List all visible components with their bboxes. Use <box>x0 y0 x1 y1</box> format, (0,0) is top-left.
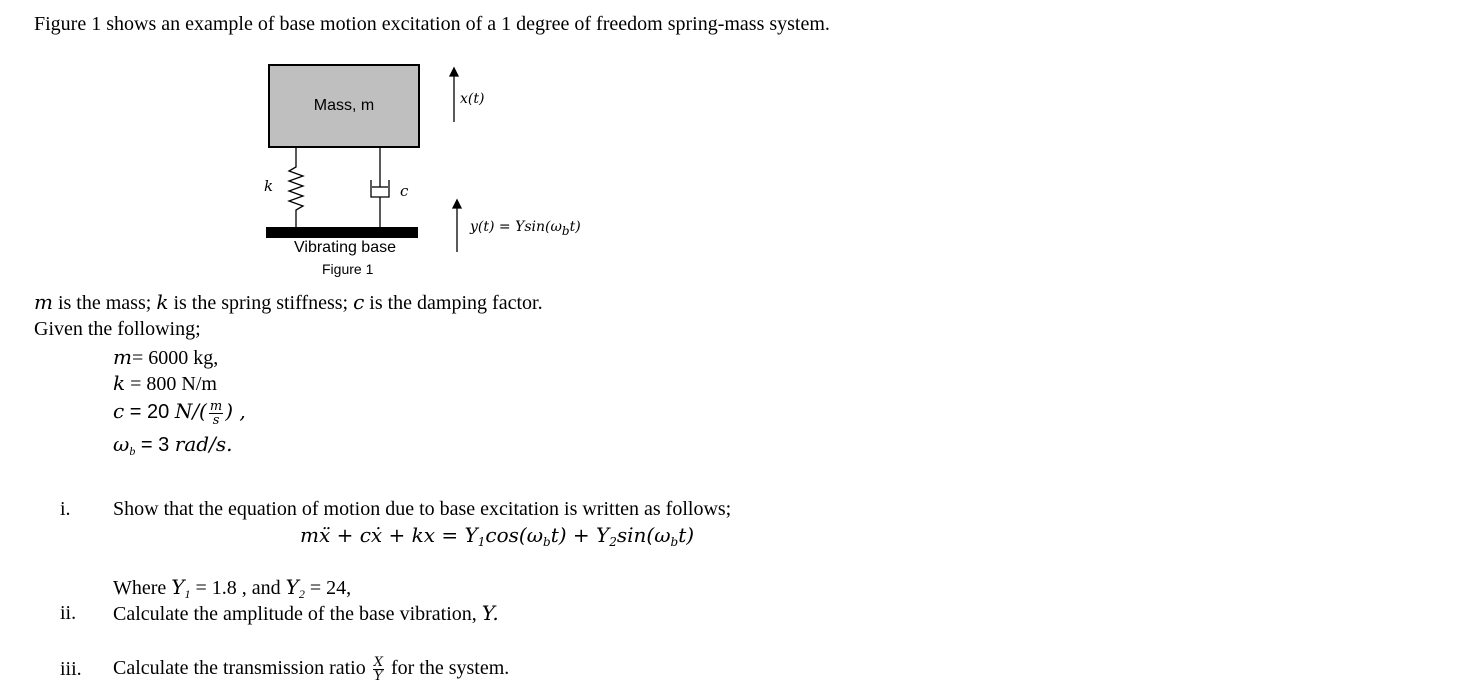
definitions-line: m is the mass; k is the spring stiffness; c is the damping factor. <box>34 290 543 314</box>
question-1-text: Show that the equation of motion due to base excitation is written as follows; <box>113 498 732 520</box>
spring <box>289 146 303 228</box>
symbol-c: c <box>353 290 365 314</box>
vibrating-base-bar <box>266 227 418 238</box>
y-arrow <box>453 200 461 252</box>
question-1-number: i. <box>60 498 71 520</box>
equation-of-motion: mẍ + cẋ + kx = $Y_1\cos(\omega_bt) + Y_2\sin(\omega_bt)$ <box>300 523 695 549</box>
mass-label: Mass, m <box>313 97 375 114</box>
x-displacement-label: x(t) <box>460 91 485 107</box>
figure-caption: Figure 1 <box>322 261 374 277</box>
y-displacement-label: $y(t) = Ysin(\omega_bt)$ <box>470 219 581 238</box>
transmission-ratio-fraction: $\frac{X}{Y}$ <box>373 654 383 684</box>
question-2-text: Calculate the amplitude of the base vibration, Y. <box>113 601 499 625</box>
where-line: Where $Y_1 = 1.8$ , and $Y_2 = 24$, <box>113 575 352 601</box>
damping-unit-fraction: $\frac{m}{s}$ <box>209 398 223 428</box>
damper-label: c <box>400 182 409 200</box>
intro-paragraph: Figure 1 shows an example of base motion excitation of a 1 degree of freedom spring-mass system. <box>34 13 830 35</box>
x-arrow <box>450 68 458 122</box>
given-damping: c = 20 N/( $\frac{m}{s}$ ) , <box>113 398 246 428</box>
symbol-m: m <box>34 290 53 314</box>
spring-label: k <box>264 177 274 195</box>
question-2-number: ii. <box>60 602 77 624</box>
damper <box>371 146 389 228</box>
question-3-text: Calculate the transmission ratio $\frac{X}{Y}$ for the system. <box>113 654 510 684</box>
given-base-frequency: $\omega_b = 3$ rad/s. <box>113 432 233 458</box>
given-stiffness: k = 800 N/m <box>113 371 217 395</box>
given-heading: Given the following; <box>34 318 201 340</box>
given-mass: m= 6000 kg, <box>113 345 219 369</box>
question-3-number: iii. <box>60 658 82 680</box>
symbol-k: k <box>156 290 169 314</box>
vibrating-base-label: Vibrating base <box>294 239 396 256</box>
